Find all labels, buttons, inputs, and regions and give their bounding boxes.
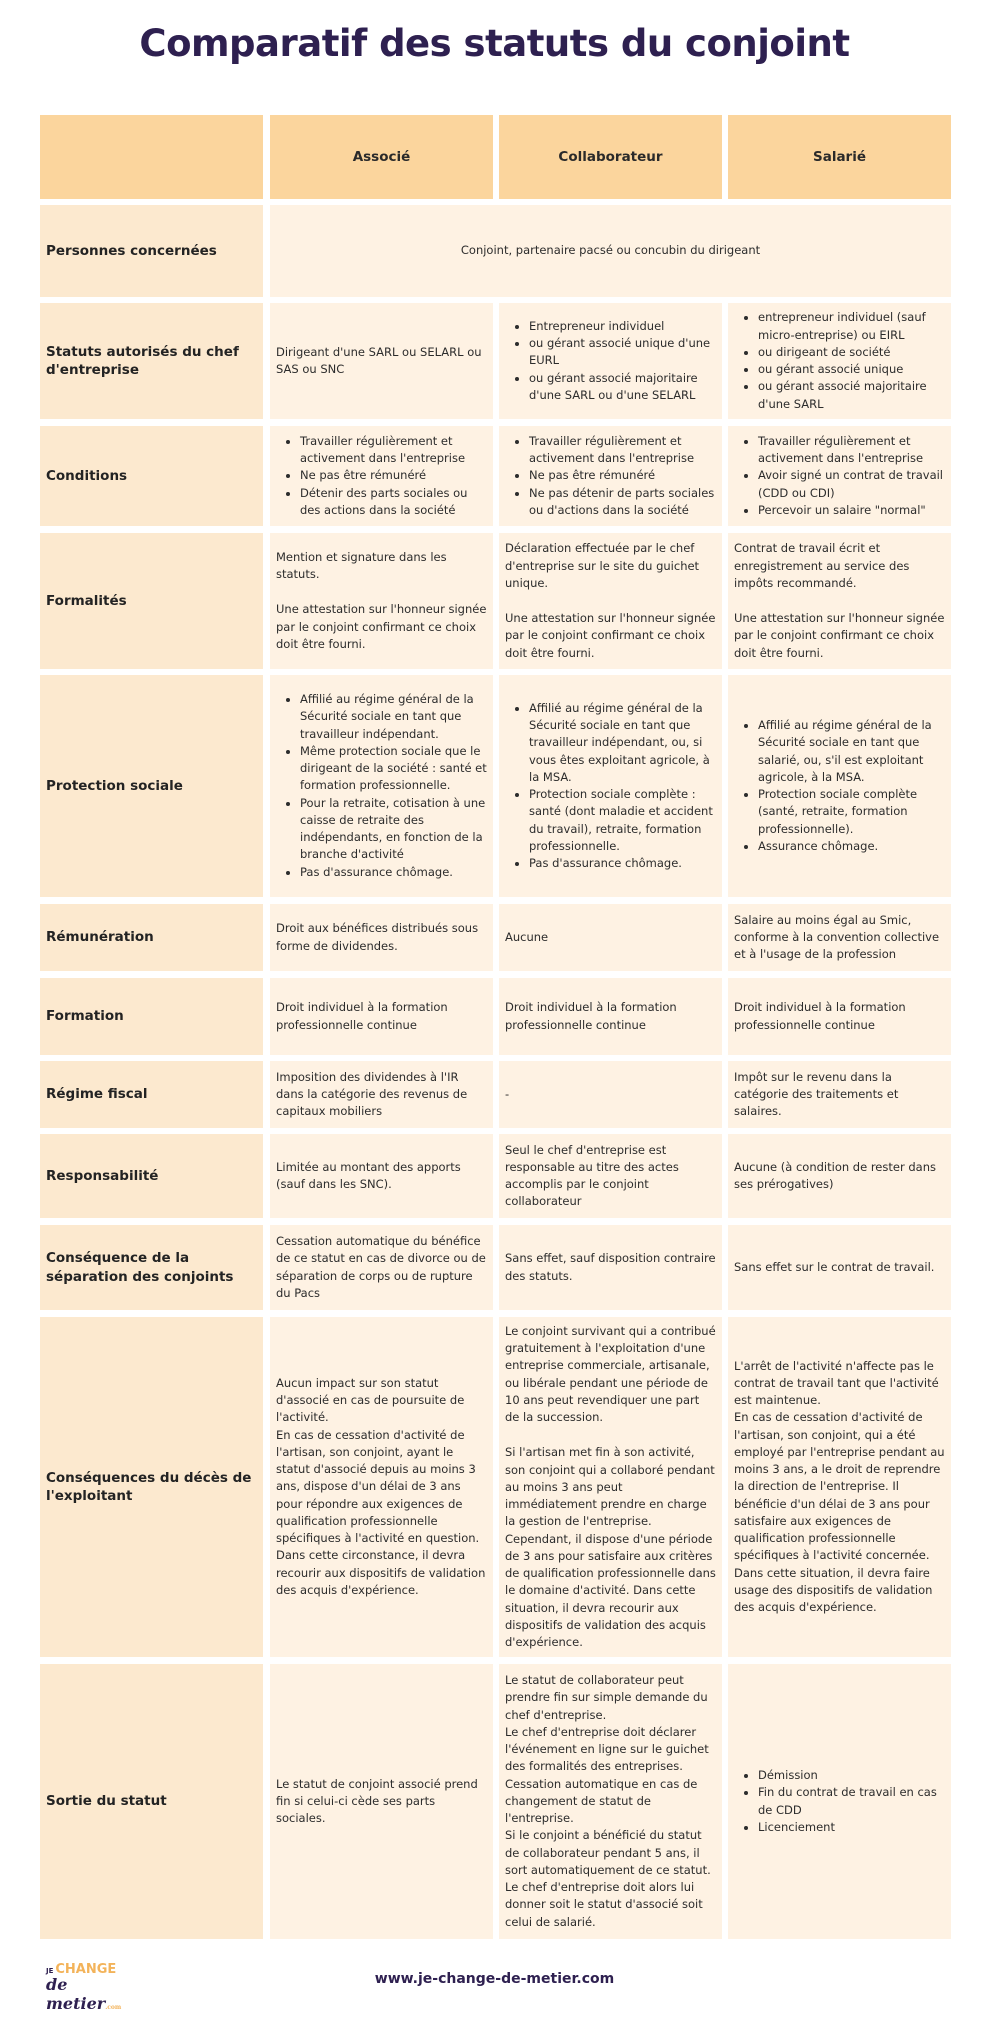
cell-statuts-associe: Dirigeant d'une SARL ou SELARL ou SAS ou SNC xyxy=(270,303,493,419)
cell-statuts-collaborateur xyxy=(499,303,722,419)
cell-formation-collaborateur: Droit individuel à la formation professionnelle continue xyxy=(499,978,722,1055)
list-item: • Pas d'assurance chômage. xyxy=(300,864,487,881)
cell-fiscal-collaborateur: - xyxy=(499,1061,722,1128)
row-label-formalites: Formalités xyxy=(40,533,263,669)
cell-conditions-salarie xyxy=(728,426,951,526)
cell-fiscal-associe: Imposition des dividendes à l'IR dans la catégorie des revenus de capitaux mobiliers xyxy=(270,1061,493,1128)
cell-sortie-collaborateur xyxy=(499,1664,722,1939)
header-corner xyxy=(40,115,263,199)
list-item: • Travailler régulièrement et activement dans l'entreprise xyxy=(758,433,945,468)
paragraph: Déclaration effectuée par le chef d'entreprise sur le site du guichet unique. xyxy=(505,541,700,590)
paragraph: Une attestation sur l'honneur signée par le conjoint confirmant ce choix doit être fourni. xyxy=(505,611,716,660)
list-item: • Affilié au régime général de la Sécurité sociale en tant que travailleur indépendant, ou, si vous êtes exploitant agricole, à la MSA. xyxy=(529,700,716,786)
list-item: • Travailler régulièrement et activement dans l'entreprise xyxy=(529,433,716,468)
row-label-deces: Conséquences du décès de l'exploitant xyxy=(40,1317,263,1657)
row-label-sortie: Sortie du statut xyxy=(40,1664,263,1939)
paragraph: En cas de cessation d'activité de l'artisan, son conjoint, qui a été employé par l'entreprise pendant au moins 3 ans, a le droit de reprendre la direction de l'entreprise. Il bénéficie d'un délai de 3 ans pour satisfaire aux exigences de qualification professionnelle spécifiques à l'activité concernée. Dans cette situation, il devra faire usage des dispositifs de validation des acquis d'expérience. xyxy=(734,1410,945,1615)
logo-metier: de metier xyxy=(46,1975,106,2013)
cell-remuneration-salarie: Salaire au moins égal au Smic, conforme à la convention collective et à l'usage de la profession xyxy=(728,904,951,971)
paragraph: Si l'artisan met fin à son activité, son conjoint qui a collaboré pendant au moins 3 ans peut immédiatement prendre en charge la gestion de l'entreprise. Cependant, il dispose d'une période de 3 ans pour satisfaire aux critères de qualification professionnelle dans le domaine d'activité. Dans cette situation, il devra recourir aux dispositifs de validation des acquis d'expérience. xyxy=(505,1445,716,1649)
cell-responsabilite-collaborateur: Seul le chef d'entreprise est responsable au titre des actes accomplis par le conjoint collaborateur xyxy=(499,1134,722,1218)
paragraph: Une attestation sur l'honneur signée par le conjoint confirmant ce choix doit être fourni. xyxy=(734,611,945,660)
paragraph: Le statut de collaborateur peut prendre fin sur simple demande du chef d'entreprise. xyxy=(505,1673,708,1722)
paragraph: L'arrêt de l'activité n'affecte pas le contrat de travail tant que l'activité est maintenue. xyxy=(734,1358,939,1408)
list-item: • Ne pas être rémunéré xyxy=(300,467,487,484)
row-label-responsabilite: Responsabilité xyxy=(40,1134,263,1218)
list-item: • Protection sociale complète : santé (dont maladie et accident du travail), retraite, formation professionnelle. xyxy=(529,786,716,855)
list-item: • Assurance chômage. xyxy=(758,838,945,855)
cell-formalites-salarie xyxy=(728,533,951,669)
paragraph: Le chef d'entreprise doit alors lui donner soit le statut d'associé soit celui de salarié. xyxy=(505,1880,703,1929)
list-item: • Affilié au régime général de la Sécurité sociale en tant que salarié, ou, s'il est exploitant agricole, à la MSA. xyxy=(758,717,945,786)
row-label-formation: Formation xyxy=(40,978,263,1055)
cell-separation-salarie: Sans effet sur le contrat de travail. xyxy=(728,1225,951,1310)
row-label-fiscal: Régime fiscal xyxy=(40,1061,263,1128)
paragraph: Une attestation sur l'honneur signée par le conjoint confirmant ce choix doit être fourni. xyxy=(276,602,487,651)
cell-sortie-associe: Le statut de conjoint associé prend fin si celui-ci cède ses parts sociales. xyxy=(270,1664,493,1939)
cell-protection-salarie xyxy=(728,675,951,897)
cell-formation-associe: Droit individuel à la formation professionnelle continue xyxy=(270,978,493,1055)
list-item: • Avoir signé un contrat de travail (CDD ou CDI) xyxy=(758,467,945,502)
cell-remuneration-collaborateur: Aucune xyxy=(499,904,722,971)
footer-url-link[interactable]: www.je-change-de-metier.com xyxy=(374,1971,615,1987)
cell-personnes-merged: Conjoint, partenaire pacsé ou concubin du dirigeant xyxy=(270,205,951,297)
list-item: • Même protection sociale que le dirigeant de la société : santé et formation professionnelle. xyxy=(300,743,487,795)
cell-deces-collaborateur xyxy=(499,1317,722,1657)
cell-protection-associe xyxy=(270,675,493,897)
cell-deces-salarie xyxy=(728,1317,951,1657)
paragraph: Le conjoint survivant qui a contribué gratuitement à l'exploitation d'une entreprise commerciale, artisanale, ou libérale pendant une période de 10 ans peut revendiquer une part de la succession. xyxy=(505,1323,716,1424)
list-item: • Affilié au régime général de la Sécurité sociale en tant que travailleur indépendant. xyxy=(300,691,487,743)
list-item: • ou gérant associé unique xyxy=(758,361,945,378)
list-item: • Protection sociale complète (santé, retraite, formation professionnelle). xyxy=(758,786,945,838)
header-salarie: Salarié xyxy=(728,115,951,199)
list-item: • entrepreneur individuel (sauf micro-entreprise) ou EIRL xyxy=(758,309,945,344)
list-item: • Entrepreneur individuel xyxy=(529,318,716,335)
list-item: • Fin du contrat de travail en cas de CDD xyxy=(758,1784,945,1819)
list-item: • Ne pas détenir de parts sociales ou d'actions dans la société xyxy=(529,485,716,520)
cell-sortie-salarie xyxy=(728,1664,951,1939)
paragraph: Aucun impact sur son statut d'associé en cas de poursuite de l'activité. xyxy=(276,1375,465,1425)
list-item: • Ne pas être rémunéré xyxy=(529,467,716,484)
list-item: • ou gérant associé majoritaire d'une SARL xyxy=(758,378,945,413)
cell-remuneration-associe: Droit aux bénéfices distribués sous forme de dividendes. xyxy=(270,904,493,971)
page-title: Comparatif des statuts du conjoint xyxy=(139,22,850,65)
cell-deces-associe xyxy=(270,1317,493,1657)
paragraph: Cessation automatique en cas de changement de statut de l'entreprise. xyxy=(505,1776,698,1826)
cell-responsabilite-associe: Limitée au montant des apports (sauf dans les SNC). xyxy=(270,1134,493,1218)
cell-formalites-collaborateur xyxy=(499,533,722,669)
list-item: • Pas d'assurance chômage. xyxy=(529,855,716,872)
cell-responsabilite-salarie: Aucune (à condition de rester dans ses prérogatives) xyxy=(728,1134,951,1218)
row-label-statuts: Statuts autorisés du chef d'entreprise xyxy=(40,303,263,419)
row-label-personnes: Personnes concernées xyxy=(40,205,263,297)
row-label-conditions: Conditions xyxy=(40,426,263,526)
paragraph: Mention et signature dans les statuts. xyxy=(276,549,447,582)
list-item: • Démission xyxy=(758,1767,945,1784)
row-label-remuneration: Rémunération xyxy=(40,904,263,971)
list-item: • Travailler régulièrement et activement dans l'entreprise xyxy=(300,433,487,468)
cell-separation-collaborateur: Sans effet, sauf disposition contraire des statuts. xyxy=(499,1225,722,1310)
list-item: • Détenir des parts sociales ou des actions dans la société xyxy=(300,485,487,520)
header-associe: Associé xyxy=(270,115,493,199)
paragraph: En cas de cessation d'activité de l'artisan, son conjoint, ayant le statut d'associé depuis au moins 3 ans, dispose d'un délai de 3 ans pour répondre aux exigences de qualification professionnelle spécifiques à l'activité en question. Dans cette circonstance, il devra recourir aux dispositifs de validation des acquis d'expérience. xyxy=(276,1427,486,1597)
list-item: • ou dirigeant de société xyxy=(758,344,945,361)
list-item: • Licenciement xyxy=(758,1819,945,1836)
logo-com: .com xyxy=(105,2004,122,2011)
cell-conditions-collaborateur xyxy=(499,426,722,526)
cell-conditions-associe xyxy=(270,426,493,526)
logo-change: CHANGE xyxy=(55,1962,117,1977)
header-collaborateur: Collaborateur xyxy=(499,115,722,199)
cell-protection-collaborateur xyxy=(499,675,722,897)
paragraph: Contrat de travail écrit et enregistrement au service des impôts recommandé. xyxy=(734,541,910,590)
paragraph: Le chef d'entreprise doit déclarer l'événement en ligne sur le guichet des formalités des entreprises. xyxy=(505,1724,709,1774)
cell-separation-associe: Cessation automatique du bénéfice de ce statut en cas de divorce ou de séparation de corps ou de rupture du Pacs xyxy=(270,1225,493,1310)
cell-formalites-associe xyxy=(270,533,493,669)
list-item: • ou gérant associé majoritaire d'une SARL ou d'une SELARL xyxy=(529,370,716,405)
list-item: • ou gérant associé unique d'une EURL xyxy=(529,335,716,370)
cell-statuts-salarie xyxy=(728,303,951,419)
list-item: • Pour la retraite, cotisation à une caisse de retraite des indépendants, en fonction de la branche d'activité xyxy=(300,795,487,864)
paragraph: Si le conjoint a bénéficié du statut de collaborateur pendant 5 ans, il sort automatiquement de ce statut. xyxy=(505,1828,711,1877)
logo-je: JE xyxy=(46,1967,54,1975)
list-item: • Percevoir un salaire "normal" xyxy=(758,502,945,519)
row-label-protection: Protection sociale xyxy=(40,675,263,897)
cell-formation-salarie: Droit individuel à la formation professionnelle continue xyxy=(728,978,951,1055)
cell-fiscal-salarie: Impôt sur le revenu dans la catégorie des traitements et salaires. xyxy=(728,1061,951,1128)
row-label-separation: Conséquence de la séparation des conjoints xyxy=(40,1225,263,1310)
